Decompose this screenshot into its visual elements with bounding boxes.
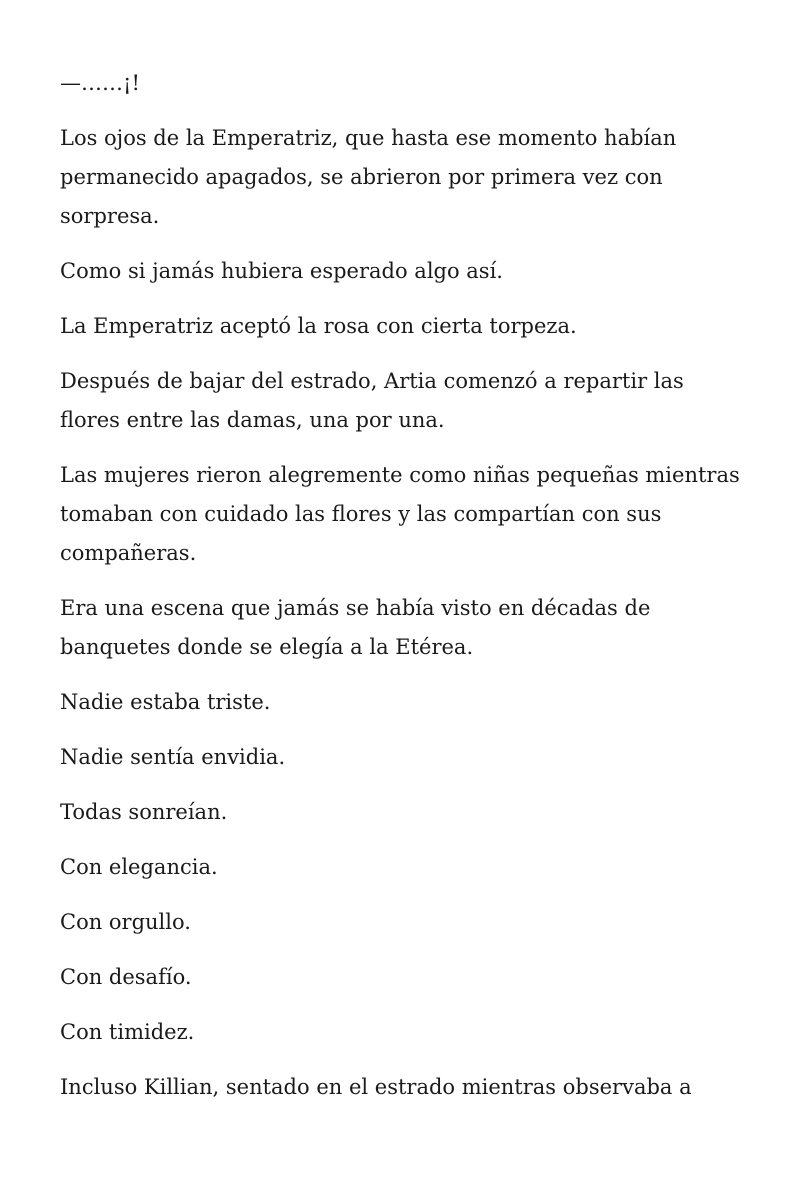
paragraph: Todas sonreían.	[60, 800, 228, 824]
paragraph: Los ojos de la Emperatriz, que hasta ese momento habían permanecido apagados, se abrieron por primera vez con sorpresa.	[60, 126, 677, 228]
paragraph: Con elegancia.	[60, 855, 218, 879]
paragraph: Las mujeres rieron alegremente como niñas pequeñas mientras tomaban con cuidado las flores y las compartían con sus compañeras.	[60, 463, 740, 565]
paragraph: Con desafío.	[60, 965, 192, 989]
paragraph: Con timidez.	[60, 1020, 195, 1044]
paragraph: Incluso Killian, sentado en el estrado mientras observaba a	[60, 1075, 692, 1099]
paragraph: Después de bajar del estrado, Artia comenzó a repartir las flores entre las damas, una por una.	[60, 369, 684, 432]
paragraph: Era una escena que jamás se había visto en décadas de banquetes donde se elegía a la Etérea.	[60, 596, 651, 659]
paragraph: Como si jamás hubiera esperado algo así.	[60, 259, 503, 283]
paragraph: Nadie estaba triste.	[60, 690, 271, 714]
paragraph: Con orgullo.	[60, 910, 191, 934]
paragraph: —……¡!	[60, 71, 140, 95]
paragraph: La Emperatriz aceptó la rosa con cierta torpeza.	[60, 314, 577, 338]
paragraph: Nadie sentía envidia.	[60, 745, 286, 769]
